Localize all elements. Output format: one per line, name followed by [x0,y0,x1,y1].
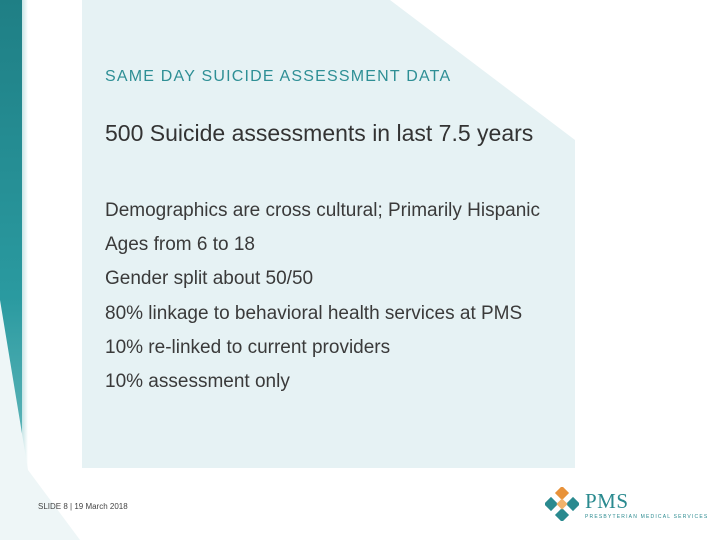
slide-subtitle: 500 Suicide assessments in last 7.5 years [105,120,534,146]
pms-logo [545,487,709,527]
slide-footer: SLIDE 8 | 19 March 2018 [38,502,128,511]
list-item: Demographics are cross cultural; Primarily Hispanic [105,200,541,221]
list-item: Gender split about 50/50 [105,268,314,290]
list-item: 10% re-linked to current providers [105,336,391,358]
bullet-list [105,194,540,399]
list-item: 10% assessment only [105,371,290,393]
list-item: 80% linkage to behavioral health services at PMS [105,302,523,324]
slide-title: SAME DAY SUICIDE ASSESSMENT DATA [105,68,452,85]
logo-tagline: PRESBYTERIAN MEDICAL SERVICES [585,514,709,520]
list-item: Ages from 6 to 18 [105,234,255,256]
logo-wordmark: PMS [585,489,629,513]
pms-logo-icon [545,487,579,521]
